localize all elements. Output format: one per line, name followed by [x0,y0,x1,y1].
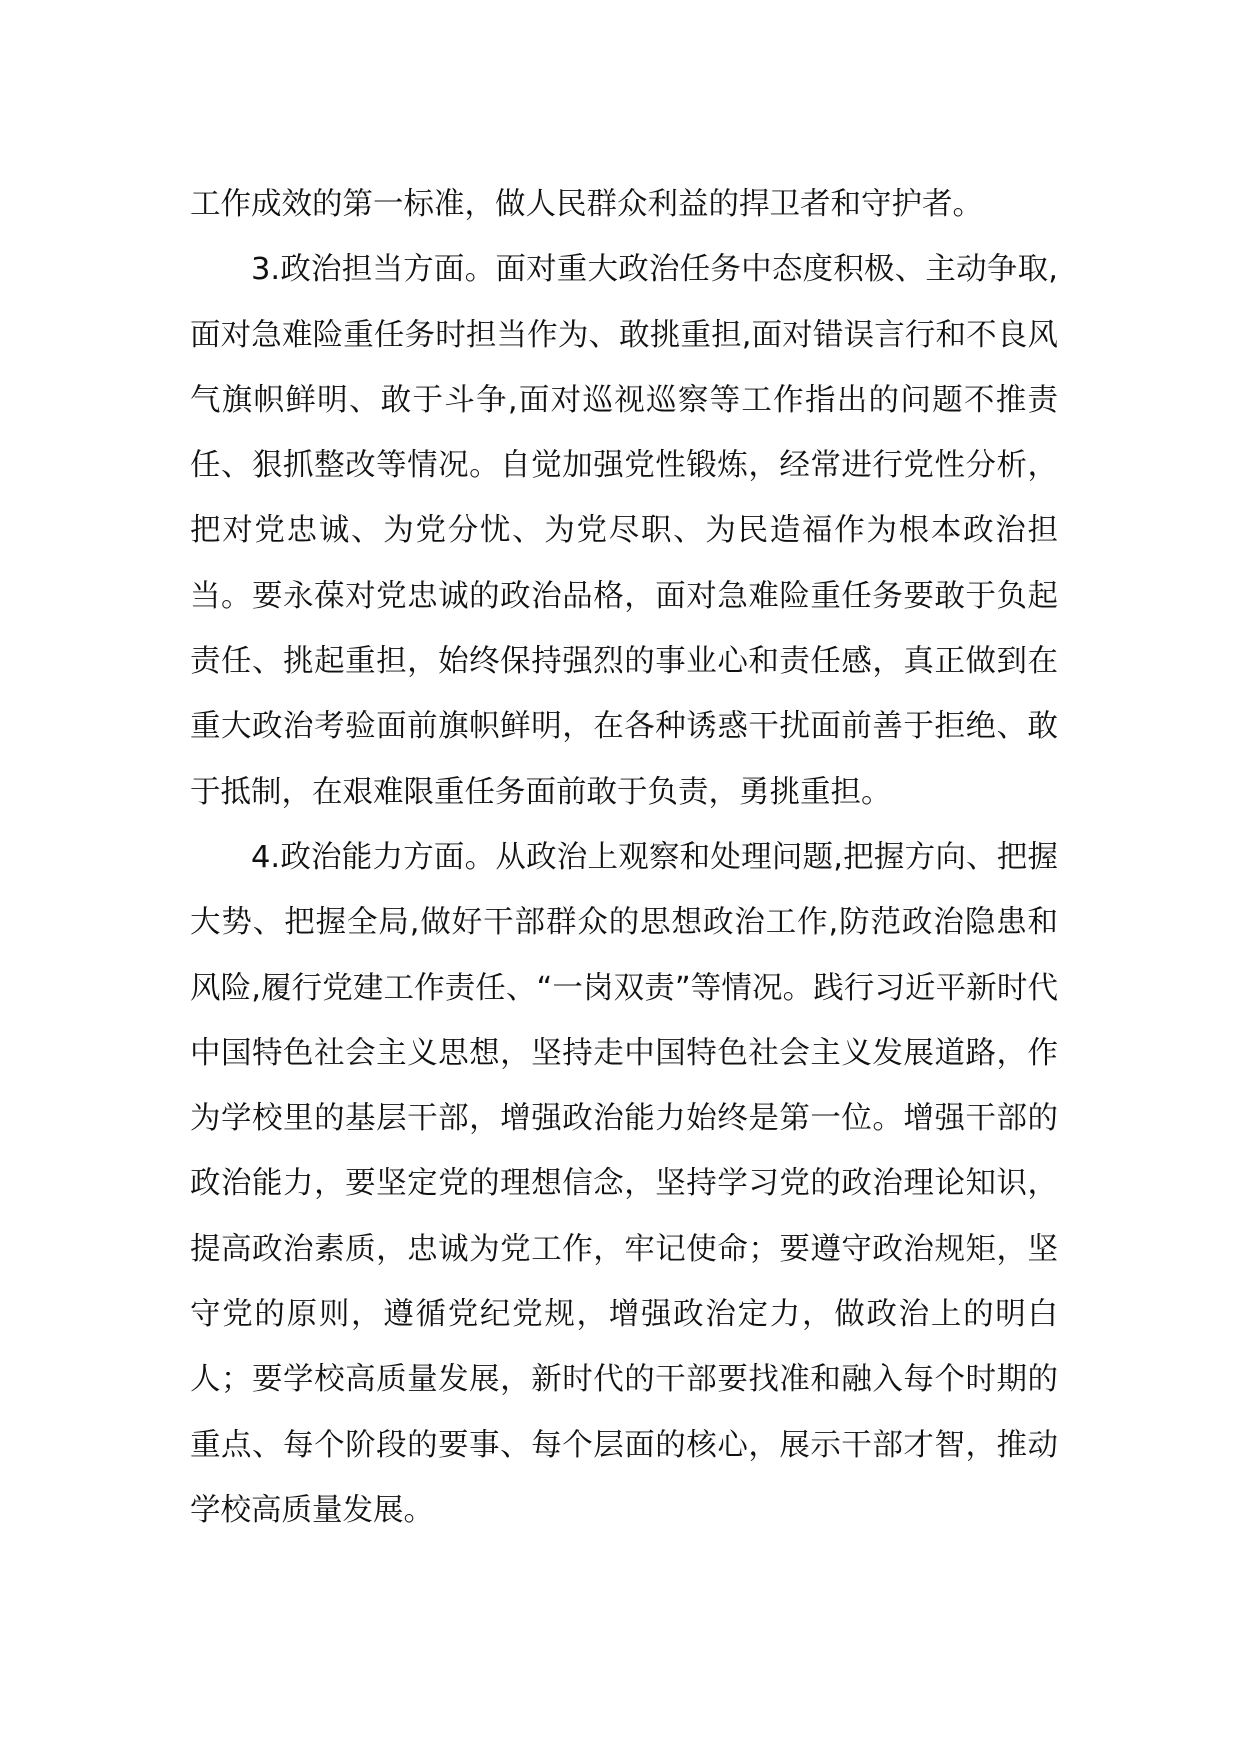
paragraph-political-capability: 4.政治能力方面。从政治上观察和处理问题,把握方向、把握大势、把握全局,做好干部群众的思想政治工作,防范政治隐患和风险,履行党建工作责任、“一岗双责”等情况。践行习近平新时代中国特色社会主义思想，坚持走中国特色社会主义发展道路，作为学校里的基层干部，增强政治能力始终是第一位。增强干部的政治能力，要坚定党的理想信念，坚持学习党的政治理论知识，提高政治素质，忠诚为党工作，牢记使命；要遵守政治规矩，坚守党的原则，遵循党纪党规，增强政治定力，做政治上的明白人；要学校高质量发展，新时代的干部要找准和融入每个时期的重点、每个阶段的要事、每个层面的核心，展示干部才智，推动学校高质量发展。 [190,839,1058,1528]
paragraph-continuation: 工作成效的第一标准，做人民群众利益的捍卫者和守护者。 [190,187,983,222]
paragraph-political-responsibility: 3.政治担当方面。面对重大政治任务中态度积极、主动争取,面对急难险重任务时担当作为、敢挑重担,面对错误言行和不良风气旗帜鲜明、敢于斗争,面对巡视巡察等工作指出的问题不推责任、狠抓整改等情况。自觉加强党性锻炼，经常进行党性分析，把对党忠诚、为党分忧、为党尽职、为民造福作为根本政治担当。要永葆对党忠诚的政治品格，面对急难险重任务要敢于负起责任、挑起重担，始终保持强烈的事业心和责任感，真正做到在重大政治考验面前旗帜鲜明，在各种诱惑干扰面前善于拒绝、敢于抵制，在艰难限重任务面前敢于负责，勇挑重担。 [190,252,1058,810]
document-body [190,172,1058,1543]
